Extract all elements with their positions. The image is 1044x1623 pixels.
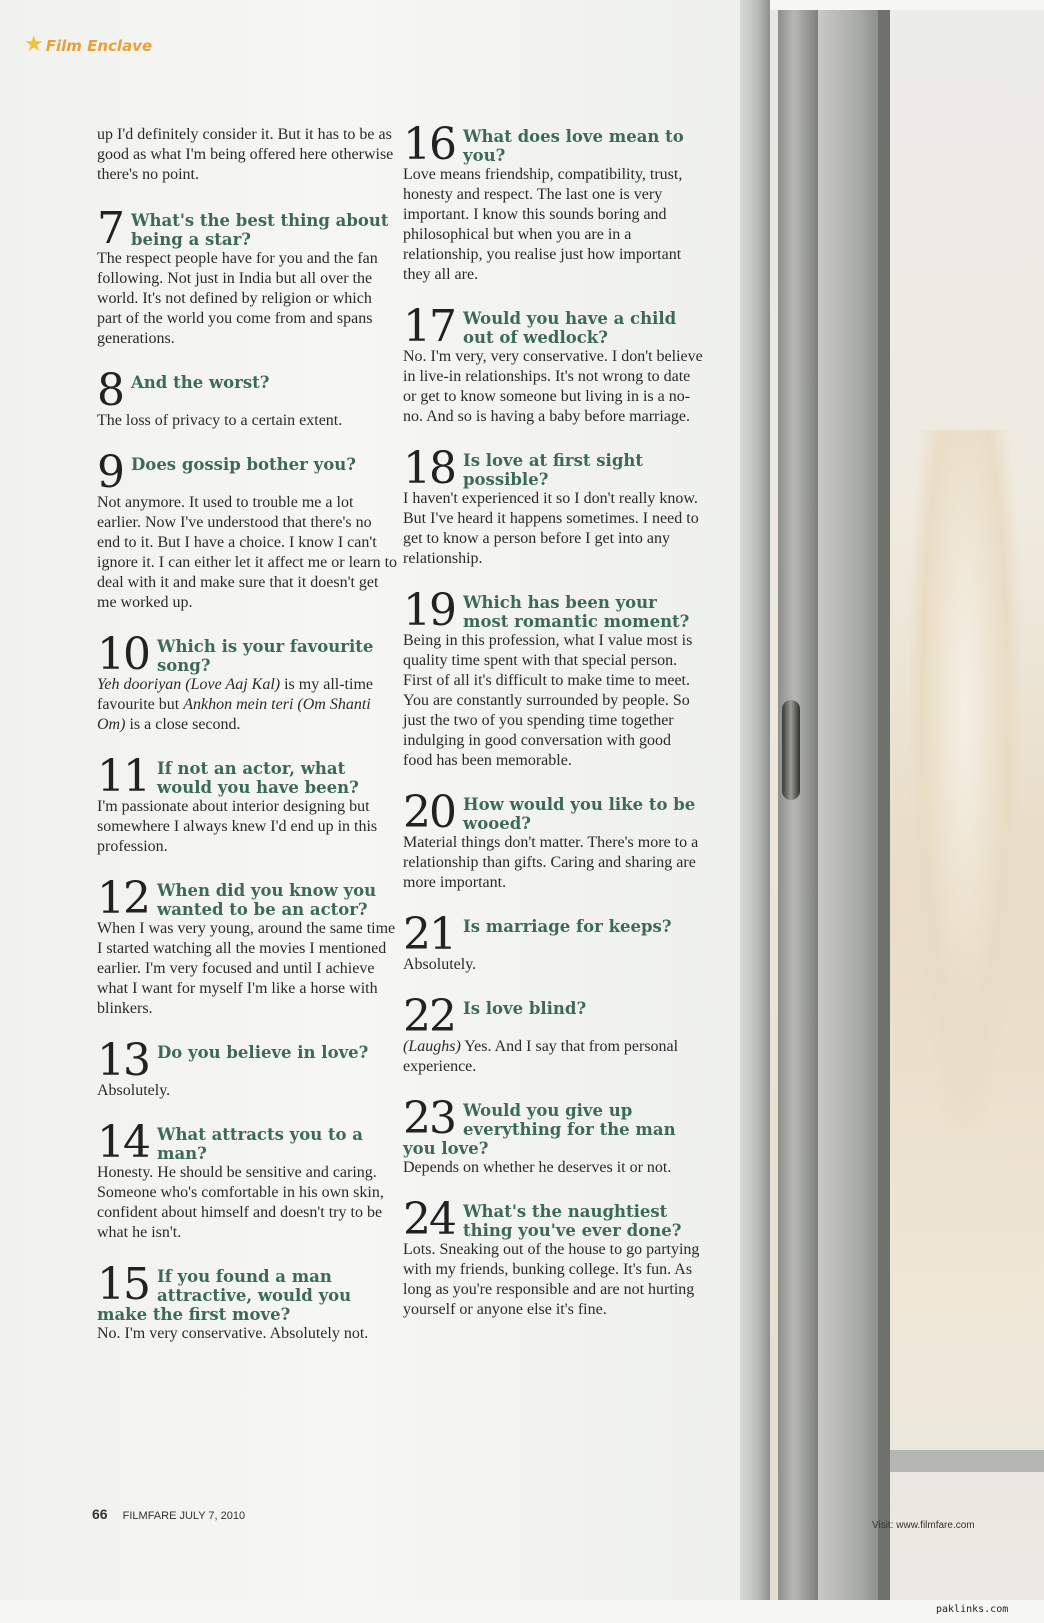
answer-fragment: (Laughs)	[403, 1038, 461, 1055]
baluster	[910, 430, 1020, 1130]
question-text: What attracts you to a man?	[157, 1125, 364, 1163]
question-text: Is marriage for keeps?	[463, 917, 672, 936]
answer-text: Honesty. He should be sensitive and caring. Someone who's comfortable in his own skin, confident about himself and doesn't try to be what he isn't.	[97, 1164, 384, 1241]
answer-text: The loss of privacy to a certain extent.	[97, 412, 343, 429]
question-number: 9	[97, 447, 123, 498]
question-number: 12	[97, 873, 149, 924]
qa-item	[97, 1259, 397, 1344]
right-qa-list	[403, 119, 703, 1320]
qa-item	[403, 301, 703, 427]
question-text: Which has been your most romantic moment?	[463, 593, 690, 631]
question-text: Would you have a child out of wedlock?	[463, 309, 677, 347]
star-icon: ★	[24, 32, 44, 57]
qa-item	[97, 447, 398, 613]
window-frame	[878, 10, 890, 1600]
question-text: What's the naughtiest thing you've ever done?	[463, 1202, 682, 1240]
answer-text: Absolutely.	[97, 1082, 171, 1099]
answer-fragment: is my all-time favourite but	[97, 676, 373, 713]
answer-text: Not anymore. It used to trouble me a lot earlier. Now I've understood that there's no end to it. But I have a choice. I know I can't ignore it. I can either let it affect me or learn to deal with it and make sure that it doesn't get me worked up.	[97, 494, 398, 611]
page-spine	[740, 0, 770, 1600]
question-number: 14	[97, 1117, 149, 1168]
qa-item	[97, 203, 397, 349]
window-sill	[890, 1450, 1044, 1472]
answer-text: When I was very young, around the same time I started watching all the movies I mentioned earlier. I'm very focused and until I achieve what I want for myself I'm like a horse with blinkers.	[97, 920, 396, 1017]
question-number: 21	[403, 909, 455, 960]
question-number: 7	[97, 203, 123, 254]
question-number: 18	[403, 443, 455, 494]
qa-item	[97, 629, 397, 735]
answer-fragment: is a close second.	[125, 716, 241, 733]
question-text: Does gossip bother you?	[131, 455, 356, 474]
question-number: 23	[403, 1093, 455, 1144]
answer-fragment: Yes. And I say that from personal experience.	[403, 1038, 679, 1075]
qa-item	[403, 909, 703, 975]
qa-item	[403, 1194, 703, 1320]
question-number: 11	[97, 751, 149, 802]
answer-text	[403, 1037, 703, 1077]
question-number: 8	[97, 365, 123, 416]
answer-text: Depends on whether he deserves it or not.	[403, 1159, 672, 1176]
qa-item	[403, 1093, 703, 1178]
visit-url: Visit: www.filmfare.com	[872, 1520, 975, 1531]
question-number: 13	[97, 1035, 149, 1086]
answer-text: No. I'm very, very conservative. I don't believe in live-in relationships. It's not wrong to date or get to know someone but living in is a no-no. And so is having a baby before marriage.	[403, 348, 703, 425]
answer-text: Material things don't matter. There's more to a relationship than gifts. Caring and sharing are more important.	[403, 834, 699, 891]
answer-text: I'm passionate about interior designing but somewhere I always knew I'd end up in this profession.	[97, 798, 378, 855]
question-text: If not an actor, what would you have been?	[157, 759, 359, 797]
question-text: What does love mean to you?	[463, 127, 684, 165]
question-text: Do you believe in love?	[157, 1043, 369, 1062]
qa-item	[403, 991, 703, 1077]
answer-text: No. I'm very conservative. Absolutely not.	[97, 1325, 369, 1342]
qa-item	[97, 1117, 397, 1243]
question-number: 22	[403, 991, 455, 1042]
left-qa-list	[97, 203, 398, 1344]
watermark: paklinks.com	[936, 1604, 1009, 1615]
question-text: If you found a man attractive, would you make the first move?	[97, 1267, 352, 1324]
answer-text: Lots. Sneaking out of the house to go partying with my friends, bunking college. It's fun. As long as you're responsible and are not hurting yourself or anyone else it's fine.	[403, 1241, 700, 1318]
answer-text: Love means friendship, compatibility, trust, honesty and respect. The last one is very important. I know this sounds boring and philosophical but when you are in a relationship, you realise just how important they all are.	[403, 166, 683, 283]
question-number: 15	[97, 1259, 149, 1310]
question-number: 16	[403, 119, 455, 170]
qa-item	[403, 787, 703, 893]
site-logo: ★ Film Enclave	[24, 32, 153, 57]
answer-fragment: Yeh dooriyan (Love Aaj Kal)	[97, 676, 281, 693]
question-number: 24	[403, 1194, 455, 1245]
question-text: Would you give up everything for the man you love?	[403, 1101, 676, 1158]
question-text: What's the best thing about being a star?	[131, 211, 389, 249]
question-number: 17	[403, 301, 455, 352]
window-photo	[770, 10, 1044, 1600]
question-text: Which is your favourite song?	[157, 637, 374, 675]
qa-item	[403, 585, 703, 771]
question-text: How would you like to be wooed?	[463, 795, 696, 833]
answer-text: The respect people have for you and the fan following. Not just in India but all over the world. It's not defined by religion or which part of the world you come from and spans generations.	[97, 250, 378, 347]
question-text: Is love blind?	[463, 999, 587, 1018]
question-number: 19	[403, 585, 455, 636]
question-number: 20	[403, 787, 455, 838]
answer-text	[97, 675, 397, 735]
page-number: 66	[92, 1506, 108, 1522]
window-handle	[782, 700, 800, 800]
qa-item	[403, 443, 703, 569]
answer-fragment: Ankhon mein teri (Om Shanti Om)	[97, 696, 371, 733]
magazine-issue: FILMFARE JULY 7, 2010	[122, 1510, 246, 1522]
qa-item	[97, 751, 397, 857]
question-number: 10	[97, 629, 149, 680]
qa-item	[97, 873, 397, 1019]
right-column	[403, 119, 703, 1342]
question-text: When did you know you wanted to be an actor?	[157, 881, 377, 919]
left-column	[97, 125, 397, 1366]
window-frame	[778, 10, 818, 1600]
continued-text: up I'd definitely consider it. But it has to be as good as what I'm being offered here otherwise there's no point.	[97, 126, 394, 183]
qa-item	[97, 365, 397, 431]
question-text: And the worst?	[131, 373, 270, 392]
qa-item	[403, 119, 703, 285]
answer-text: Being in this profession, what I value most is quality time spent with that special person. First of all it's difficult to make time to meet. You are constantly surrounded by people. So just the two of you spending time together indulging in good conversation with good food has been memorable.	[403, 632, 693, 769]
qa-item	[97, 1035, 397, 1101]
window-frame	[818, 10, 878, 1600]
answer-text: Absolutely.	[403, 956, 477, 973]
page-footer	[92, 1506, 245, 1522]
answer-text: I haven't experienced it so I don't really know. But I've heard it happens sometimes. I need to get to know a person before I get into any relationship.	[403, 490, 699, 567]
question-text: Is love at first sight possible?	[463, 451, 643, 489]
